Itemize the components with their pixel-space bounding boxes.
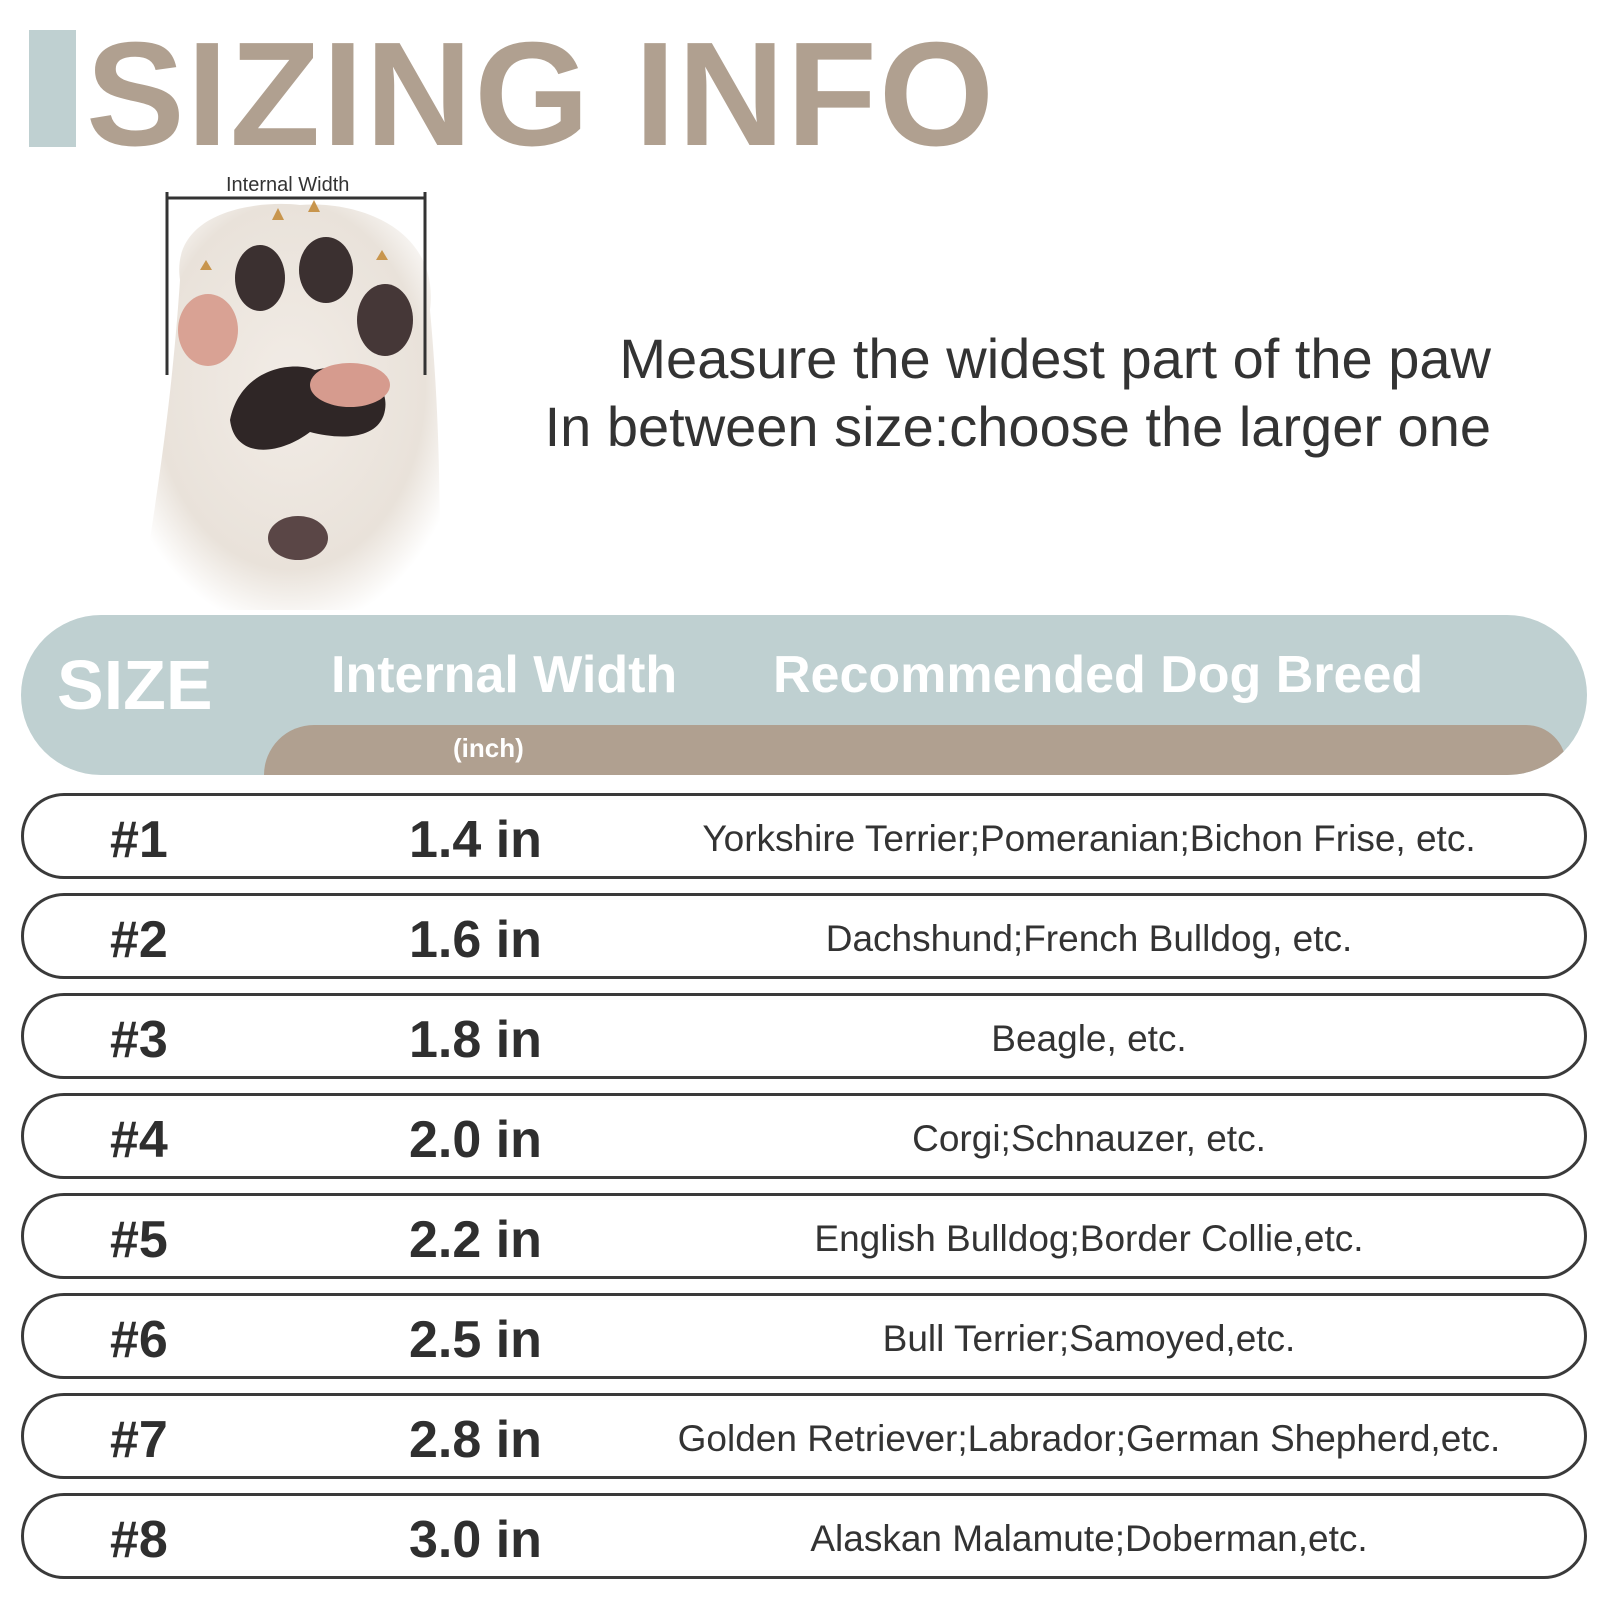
row-width: 2.0 in [409, 1111, 542, 1169]
header-size: SIZE [57, 646, 213, 724]
table-row [21, 1493, 1587, 1579]
row-width: 1.6 in [409, 911, 542, 969]
instruction-line-1: Measure the widest part of the paw [619, 327, 1491, 390]
title-accent-bar [29, 30, 76, 147]
row-size: #7 [110, 1411, 168, 1469]
row-size: #8 [110, 1511, 168, 1569]
row-size: #1 [110, 811, 168, 869]
row-width: 1.4 in [409, 811, 542, 869]
row-breed: Dachshund;French Bulldog, etc. [825, 918, 1353, 959]
row-width: 2.2 in [409, 1211, 542, 1269]
row-size: #5 [110, 1211, 168, 1269]
header-unit-inch: (inch) [453, 733, 524, 763]
table-row [21, 1393, 1587, 1479]
row-breed: English Bulldog;Border Collie,etc. [814, 1218, 1364, 1259]
row-width: 3.0 in [409, 1511, 542, 1569]
table-row [21, 1093, 1587, 1179]
table-row [21, 1193, 1587, 1279]
paw-diagram [140, 170, 460, 620]
header-recommended-breed: Recommended Dog Breed [773, 646, 1424, 704]
measuring-instructions [545, 325, 1491, 461]
page-title: SIZING INFO [86, 12, 996, 177]
table-row [21, 893, 1587, 979]
header-internal-width: Internal Width [331, 646, 678, 704]
row-breed: Bull Terrier;Samoyed,etc. [882, 1318, 1296, 1359]
internal-width-label: Internal Width [226, 174, 350, 196]
row-breed: Golden Retriever;Labrador;German Shepherd,etc. [677, 1418, 1501, 1459]
table-row [21, 793, 1587, 879]
paw-illustration [140, 170, 460, 620]
table-row [21, 1293, 1587, 1379]
row-size: #2 [110, 911, 168, 969]
row-breed: Corgi;Schnauzer, etc. [912, 1118, 1266, 1159]
row-size: #6 [110, 1311, 168, 1369]
row-breed: Beagle, etc. [991, 1018, 1187, 1059]
row-size: #3 [110, 1011, 168, 1069]
row-breed: Yorkshire Terrier;Pomeranian;Bichon Frise, etc. [702, 818, 1476, 859]
row-width: 1.8 in [409, 1011, 542, 1069]
row-size: #4 [110, 1111, 168, 1169]
table-header [21, 615, 1587, 775]
table-row [21, 993, 1587, 1079]
row-width: 2.8 in [409, 1411, 542, 1469]
row-width: 2.5 in [409, 1311, 542, 1369]
row-breed: Alaskan Malamute;Doberman,etc. [810, 1518, 1368, 1559]
instruction-line-2: In between size:choose the larger one [544, 395, 1491, 458]
